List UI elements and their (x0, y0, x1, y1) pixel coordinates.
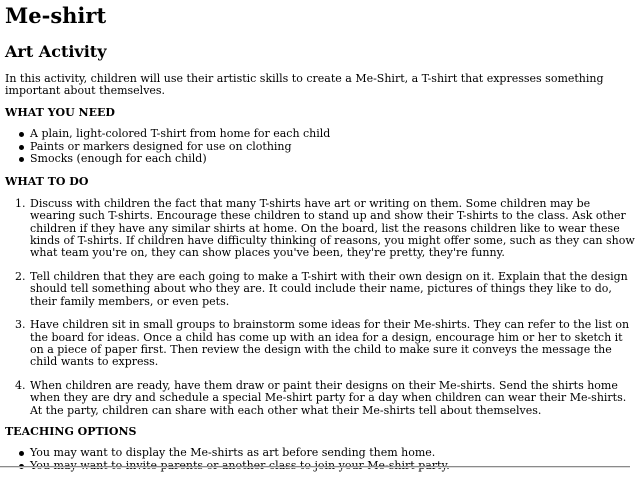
steps-list (5, 198, 635, 417)
document-body (5, 4, 635, 480)
teaching-option-item: You may want to invite parents or another class to join your Me-shirt party. (30, 460, 635, 472)
step-item: Discuss with children the fact that many T-shirts have art or writing on them. Some children may be wearing such T-shirts. Encourage these children to stand up and show their T-shirts to the class. Ask other children if they have any similar shirts at home. On the board, list the reasons children like to wear these kinds of T-shirts. If children have difficulty thinking of reasons, you might offer some, such as they can show what team you're on, they can show places you've been, they're pretty, they're funny. (30, 196, 635, 260)
what-to-do-heading: WHAT TO DO (5, 175, 89, 189)
materials-item: Paints or markers designed for use on clothing (30, 141, 635, 153)
materials-item: A plain, light-colored T-shirt from home for each child (30, 128, 635, 140)
step-item: When children are ready, have them draw or paint their designs on their Me-shirts. Send the shirts home when they are dry and schedule a special Me-shirt party for a day when children can wear their Me-shirts. At the party, children can share with each other what their Me-shirts tell about themselves. (30, 378, 627, 417)
step-item: Have children sit in small groups to brainstorm some ideas for their Me-shirts. They can refer to the list on the board for ideas. Once a child has come up with an idea for a design, encourage him or her to sketch it on a piece of paper first. Then review the design with the child to make sure it conveys the message the child wants to express. (30, 318, 630, 369)
page-title: Me-shirt (5, 3, 107, 28)
teaching-option-item: You may want to display the Me-shirts as art before sending them home. (30, 447, 635, 459)
intro-paragraph: In this activity, children will use their artistic skills to create a Me-Shirt, a T-shirt that expresses something important about themselves. (5, 72, 604, 98)
step-item: Tell children that they are each going to make a T-shirt with their own design on it. Explain that the design should tell something about who they are. It could include their name, pictures of things they like to do, their family members, or even pets. (30, 269, 628, 308)
teaching-options-list (5, 447, 635, 472)
materials-list (5, 128, 635, 165)
teaching-options-heading: TEACHING OPTIONS (5, 424, 137, 438)
materials-item: Smocks (enough for each child) (30, 153, 635, 165)
horizontal-divider (0, 466, 630, 468)
what-you-need-heading: WHAT YOU NEED (5, 105, 115, 119)
page-subtitle: Art Activity (5, 42, 107, 61)
